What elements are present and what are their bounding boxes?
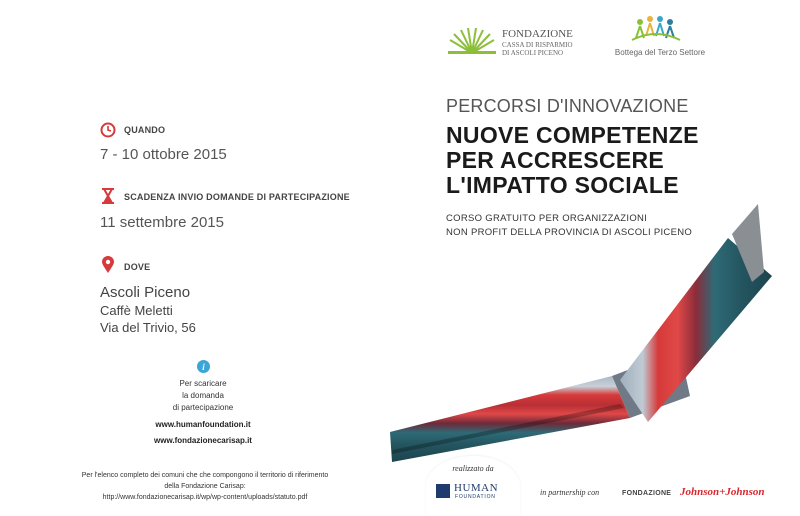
fondazione-logo-line1: FONDAZIONE: [502, 28, 573, 40]
footer-note-line2: della Fondazione Carisap:: [164, 483, 246, 490]
headline-line3: L'IMPATTO SOCIALE: [446, 172, 679, 198]
ribbon-graphic: [380, 200, 800, 500]
realizzato-label: realizzato da: [452, 464, 494, 473]
when-value: 7 - 10 ottobre 2015: [100, 146, 227, 163]
statuto-link[interactable]: http://www.fondazionecarisap.it/wp/wp-content/uploads/statuto.pdf: [102, 494, 308, 501]
headline-sub2: NON PROFIT DELLA PROVINCIA DI ASCOLI PICENO: [446, 227, 693, 238]
where-city: Ascoli Piceno: [100, 284, 191, 301]
human-logo-text: HUMAN: [454, 482, 499, 494]
where-label: DOVE: [124, 262, 151, 272]
headline-line1: NUOVE COMPETENZE: [446, 122, 699, 148]
fan-logo-icon: [446, 28, 498, 54]
svg-text:i: i: [202, 362, 205, 372]
where-venue: Caffè Meletti: [100, 303, 173, 318]
fondazione-logo-line2: CASSA DI RISPARMIO: [502, 41, 573, 49]
realizzato-box: [426, 456, 520, 516]
info-line1: Per scaricare: [179, 379, 227, 388]
human-square-icon: [436, 484, 450, 498]
footer-note-line1: Per l'elenco completo dei comuni che che compongono il territorio di riferimento: [81, 472, 329, 479]
info-line2: la domanda: [182, 391, 224, 400]
partnership-label: in partnership con: [540, 488, 600, 497]
clock-icon: [100, 122, 116, 138]
info-line3: di partecipazione: [172, 403, 234, 412]
fondazionecarisap-link[interactable]: www.fondazionecarisap.it: [154, 436, 252, 445]
deadline-value: 11 settembre 2015: [100, 214, 224, 231]
foundation-logo-text: FOUNDATION: [455, 494, 496, 500]
map-pin-icon: [101, 256, 115, 274]
bottega-figures-icon: [626, 14, 686, 44]
hourglass-icon: [101, 188, 115, 204]
johnson-johnson-logo: Johnson+Johnson: [680, 486, 765, 498]
where-address: Via del Trivio, 56: [100, 320, 196, 335]
bottega-logo-text: Bottega del Terzo Settore: [614, 48, 706, 57]
fondazione-logo: [446, 26, 586, 60]
humanfoundation-link[interactable]: www.humanfoundation.it: [155, 420, 251, 429]
info-icon: [197, 360, 210, 373]
deadline-label: SCADENZA INVIO DOMANDE DI PARTECIPAZIONE: [124, 192, 350, 202]
when-label: QUANDO: [124, 125, 166, 135]
fondazione-logo-line3: DI ASCOLI PICENO: [502, 49, 564, 57]
headline-kicker: PERCORSI D'INNOVAZIONE: [446, 96, 689, 116]
fondazione-partner-text: FONDAZIONE: [622, 490, 672, 497]
bottega-logo: [600, 14, 720, 58]
human-foundation-logo: [436, 482, 516, 502]
headline-line2: PER ACCRESCERE: [446, 147, 665, 173]
headline-sub1: CORSO GRATUITO PER ORGANIZZAZIONI: [446, 213, 648, 224]
